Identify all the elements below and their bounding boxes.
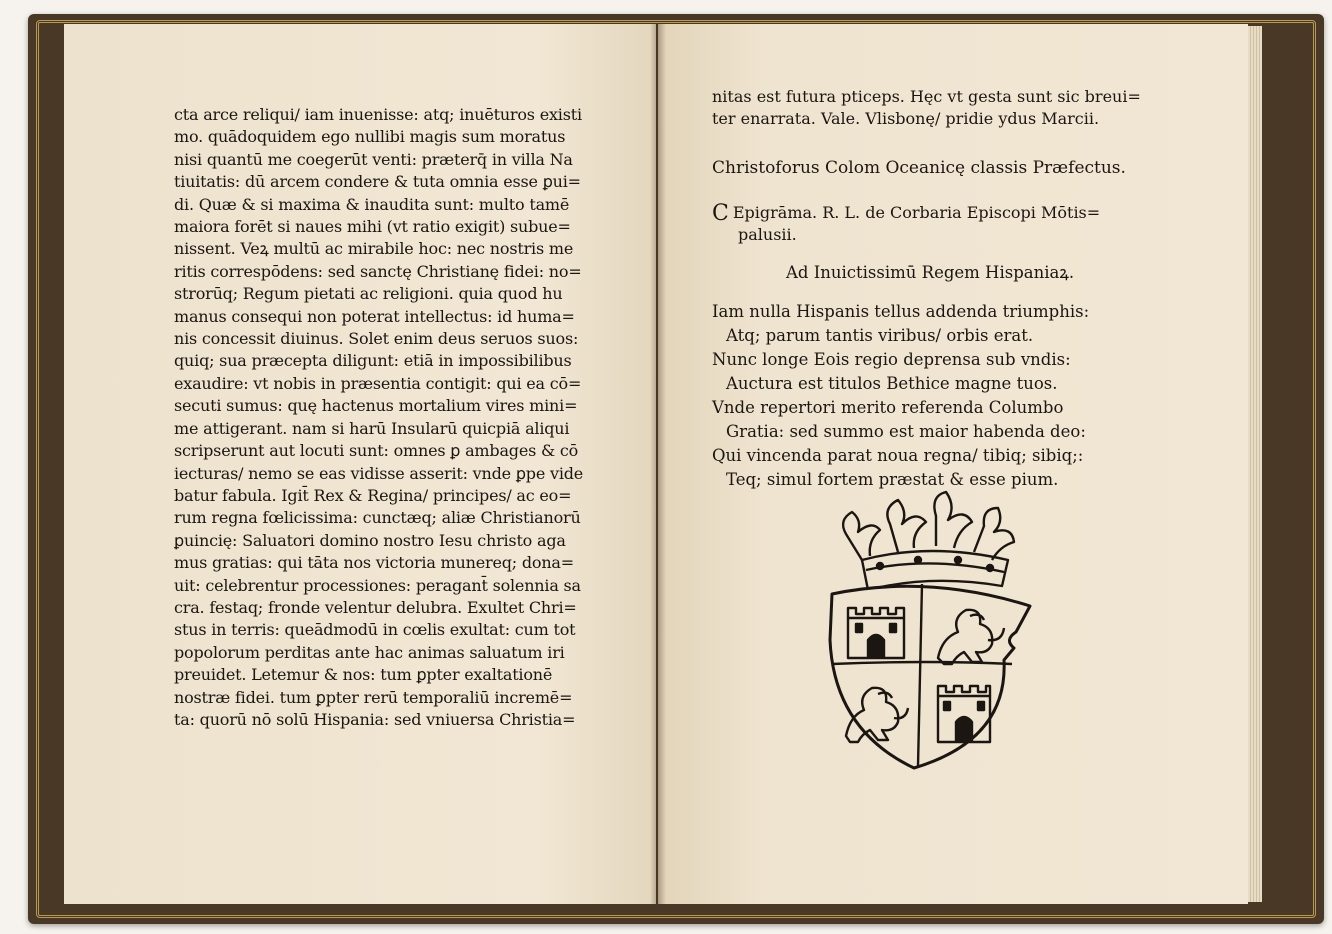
poem-verse: Iam nulla Hispanis tellus addenda triumphis: <box>712 302 1090 321</box>
epigram-title-text: Epigrāma. R. L. de Corbaria Episcopi Mōtis= <box>732 203 1101 222</box>
poem-verse: Nunc longe Eois regio deprensa sub vndis: <box>712 350 1071 369</box>
text-line: ꝑuincię: Saluatori domino nostro Iesu christo aga <box>174 530 566 550</box>
text-line: uit: celebrentur processiones: peragant̄ solennia sa <box>174 575 581 595</box>
epigram-title-line: palusii. <box>738 225 797 245</box>
epigram-title <box>712 202 1142 247</box>
poem-verse: Qui vincenda parat noua regna/ tibiq; sibiq;: <box>712 446 1084 465</box>
text-line: stus in terris: queādmodū in cœlis exultat: cum tot <box>174 620 576 640</box>
text-line: cta arce reliqui/ iam inuenisse: atq; inuēturos existi <box>174 105 582 124</box>
text-line: nitas est futura pticeps. Hęc vt gesta sunt sic breui= <box>712 87 1141 106</box>
text-line: strorūq; Regum pietati ac religioni. quia quod hu <box>174 284 563 304</box>
poem-verse: Vnde repertori merito referenda Columbo <box>712 398 1064 417</box>
epigram-poem <box>712 300 1112 492</box>
text-line: ta: quorū nō solū Hispania: sed vniuersa Christia= <box>174 709 576 729</box>
epigram-title-line <box>712 202 1142 224</box>
text-line: mus gratias: qui tāta nos victoria munereq; dona= <box>174 553 574 573</box>
text-line: iecturas/ nemo se eas vidisse asserit: vnde ꝑpe vide <box>174 463 584 483</box>
text-line: popolorum perditas ante hac animas saluatum iri <box>174 642 565 662</box>
text-line: batur fabula. Igit̄ Rex & Regina/ principes/ ac eo= <box>174 485 572 505</box>
dedication: Ad Inuictissimū Regem Hispaniaꝝ. <box>786 263 1075 282</box>
coat-of-arms-icon <box>818 490 1046 772</box>
page-edges <box>1248 26 1262 902</box>
poem-verse: Teq; simul fortem præstat & esse pium. <box>726 470 1059 489</box>
text-line: me attigerant. nam si harū Insularū quicpiā aliqui <box>174 418 570 438</box>
poem-verse: Gratia: sed summo est maior habenda deo: <box>726 422 1086 441</box>
text-line: ritis correspōdens: sed sanctę Christianę fidei: no= <box>174 261 582 281</box>
text-line: rum regna fœlicissima: cunctæq; aliæ Christianorū <box>174 508 581 528</box>
text-line: nis concessit diuinus. Solet enim deus seruos suos: <box>174 329 579 349</box>
text-line: exaudire: vt nobis in præsentia contigit: qui ea cō= <box>174 373 582 393</box>
text-line: mo. quādoquidem ego nullibi magis sum moratus <box>174 127 566 147</box>
left-page-text <box>174 104 604 731</box>
text-line: secuti sumus: quę hactenus mortalium vires mini= <box>174 396 578 416</box>
gutter-shadow <box>650 24 666 904</box>
text-line: di. Quæ & si maxima & inaudita sunt: multo tamē <box>174 194 570 214</box>
text-line: nissent. Veꝝ multū ac mirabile hoc: nec nostris me <box>174 239 574 259</box>
text-line: scripserunt aut locuti sunt: omnes ꝑ ambages & cō <box>174 441 579 461</box>
text-line: manus consequi non poterat intellectus: id huma= <box>174 306 575 326</box>
signature: Christoforus Colom Oceanicę classis Præfectus. <box>712 158 1126 178</box>
text-line: tiuitatis: dū arcem condere & tuta omnia esse ꝑui= <box>174 172 581 192</box>
text-line: preuidet. Letemur & nos: tum ꝑpter exaltationē <box>174 665 553 685</box>
text-line: ter enarrata. Vale. Vlisbonę/ pridie ydus Marcii. <box>712 109 1100 129</box>
text-line: nisi quantū me coegerūt venti: præterq̄ in villa Na <box>174 149 573 169</box>
text-line: cra. festaq; fronde velentur delubra. Exultet Chri= <box>174 597 577 617</box>
text-line: nostræ fidei. tum ꝑpter rerū temporaliū incremē= <box>174 687 573 707</box>
closing-lines <box>712 86 1142 131</box>
text-line: quiq; sua præcepta diligunt: etiā in impossibilibus <box>174 351 572 371</box>
poem-verse: Auctura est titulos Bethice magne tuos. <box>726 374 1058 393</box>
pilcrow-icon: C <box>712 201 729 226</box>
text-line: maiora forēt si naues mihi (vt ratio exigit) subue= <box>174 217 571 237</box>
poem-verse: Atq; parum tantis viribus/ orbis erat. <box>726 326 1034 345</box>
